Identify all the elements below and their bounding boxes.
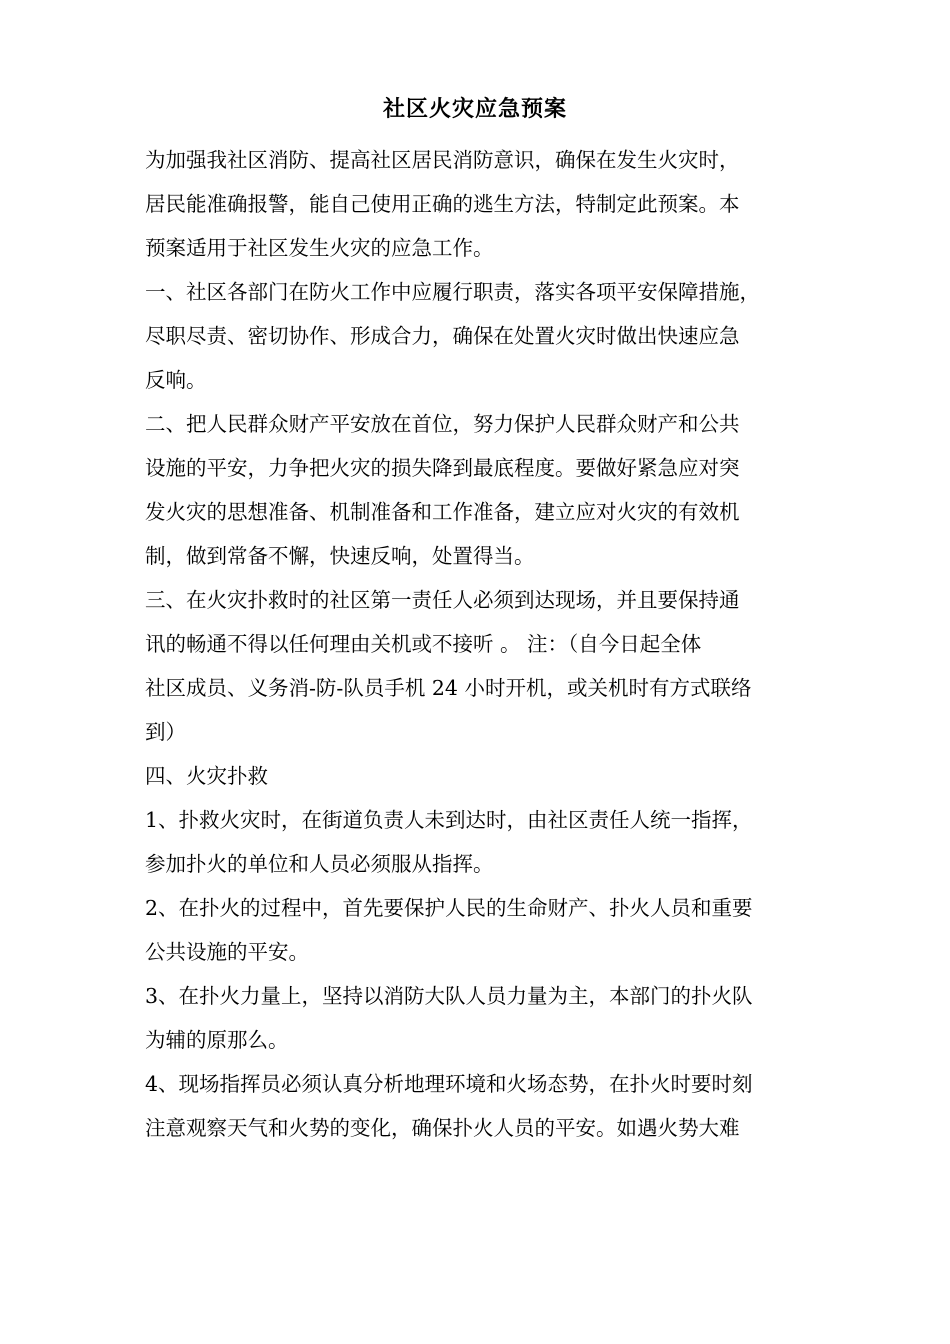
- body-line: 到）: [145, 720, 186, 744]
- body-line: 三、在火灾扑救时的社区第一责任人必须到达现场，并且要保持通: [145, 588, 740, 612]
- body-line: 1、扑救火灾时，在街道负责人未到达时，由社区责任人统一指挥，: [145, 808, 753, 832]
- body-line: 发火灾的思想准备、机制准备和工作准备，建立应对火灾的有效机: [145, 500, 740, 524]
- body-line: 反响。: [145, 368, 207, 392]
- body-line: 预案适用于社区发生火灾的应急工作。: [145, 236, 494, 260]
- body-line: 注意观察天气和火势的变化，确保扑火人员的平安。如遇火势大难: [145, 1116, 740, 1140]
- body-line: 讯的畅通不得以任何理由关机或不接听 。 注：（自今日起全体: [145, 632, 702, 656]
- body-line: 3、在扑火力量上，坚持以消防大队人员力量为主，本部门的扑火队: [145, 984, 753, 1008]
- section-heading: 四、火灾扑救: [145, 764, 268, 788]
- body-line: 2、在扑火的过程中，首先要保护人民的生命财产、扑火人员和重要: [145, 896, 753, 920]
- body-line: 公共设施的平安。: [145, 940, 309, 964]
- body-line: 一、社区各部门在防火工作中应履行职责，落实各项平安保障措施，: [145, 280, 760, 304]
- body-line: 制，做到常备不懈，快速反响，处置得当。: [145, 544, 535, 568]
- body-line: 4、现场指挥员必须认真分析地理环境和火场态势，在扑火时要时刻: [145, 1072, 753, 1096]
- body-line: 二、把人民群众财产平安放在首位，努力保护人民群众财产和公共: [145, 412, 740, 436]
- body-line: 尽职尽责、密切协作、形成合力，确保在处置火灾时做出快速应急: [145, 324, 740, 348]
- body-line: 设施的平安，力争把火灾的损失降到最底程度。要做好紧急应对突: [145, 456, 740, 480]
- body-line: 参加扑火的单位和人员必须服从指挥。: [145, 852, 494, 876]
- body-line: 为辅的原那么。: [145, 1028, 289, 1052]
- body-line: 社区成员、义务消-防-队员手机 24 小时开机，或关机时有方式联络: [145, 676, 752, 700]
- body-line: 为加强我社区消防、提高社区居民消防意识，确保在发生火灾时，: [145, 148, 740, 172]
- body-line: 居民能准确报警，能自己使用正确的逃生方法，特制定此预案。本: [145, 192, 740, 216]
- document-title: 社区火灾应急预案: [382, 97, 567, 122]
